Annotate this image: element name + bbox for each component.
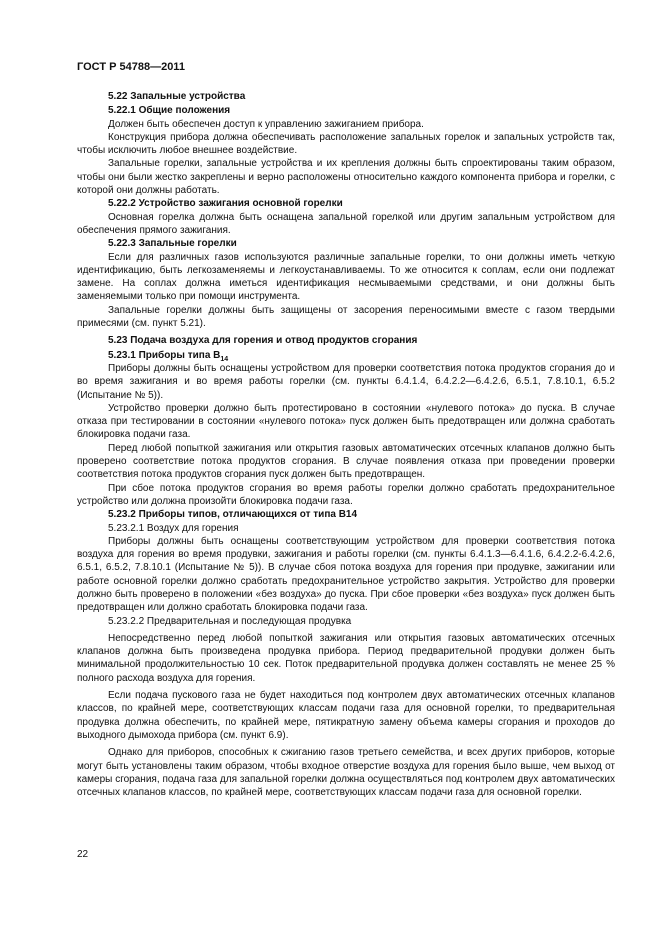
page-number: 22 [77,849,89,860]
section-5-23-2-1-title: 5.23.2.1 Воздух для горения [108,522,239,534]
paragraph: При сбое потока продуктов сгорания во время работы горелки должно сработать предохранительное устройство или должна произойти блокировка подачи газа. [77,482,615,507]
paragraph: Если подача пускового газа не будет находиться под контролем двух автоматических отсечных клапанов классов, по крайней мере, соответствующих классам подачи газа для основной горелки, то предварительная продувка должна обеспечить, по крайней мере, пятикратную замену объема камеры сгорания и проходов до выходного дымохода прибора (см. пункт 6.9). [77,690,615,741]
paragraph: Однако для приборов, способных к сжиганию газов третьего семейства, и всех других приборов, которые могут быть установлены таким образом, чтобы входное отверстие воздуха для горения было выше, чем выход от камеры сгорания, подача газа для запальной горелки должна осуществляться под контролем двух автоматических отсечных клапанов классов, по крайней мере, соответствующих классам подачи газа для основной горелки. [77,747,615,799]
section-5-22 [77,90,615,330]
section-5-23-1-title [77,349,615,362]
paragraph: Основная горелка должна быть оснащена запальной горелкой или другим запальным устройством для обеспечения прямого зажигания. [77,211,615,236]
paragraph: Запальные горелки должны быть защищены от засорения переносимыми вместе с газом твердыми примесями (см. пункт 5.21). [77,304,615,330]
section-5-22-2-title: 5.22.2 Устройство зажигания основной горелки [108,198,343,210]
paragraph: Приборы должны быть оснащены соответствующим устройством для проверки соответствия потока воздуха для горения во время продувки, зажигания и работы горелки (см. пункты 6.4.1.3—6.4.1.6, 6.4.2.2-6.4.2.6, 6.5.1, 6.5.2, 7.8.10.1 (Испытание № 5)). В случае сбоя потока воздуха для горения при продувке, зажигании или работе основной горелки должно сработать предохранительное устройство закрытия. Устройство для проверки должно быть проверено в положении «без воздуха» до пуска. При сбое проверки «без воздуха» пуск должен быть предотвращен или должно сработать блокировка подачи газа. [77,535,615,614]
paragraph: Запальные горелки, запальные устройства и их крепления должны быть спроектированы таким образом, чтобы они были жестко закреплены и верно расположены относительно каждого компонента прибора и горелки, с которой они должны работать. [77,158,615,197]
document-page [77,61,615,799]
paragraph: Конструкция прибора должна обеспечивать расположение запальных горелок и запальных устройств так, чтобы исключить любое внешнее воздействие. [77,131,615,157]
section-5-23-title: 5.23 Подача воздуха для горения и отвод продуктов сгорания [108,335,418,347]
section-5-22-title: 5.22 Запальные устройства [108,91,246,102]
paragraph: Перед любой попыткой зажигания или открытия газовых автоматических отсечных клапанов должно быть проверено соответствие потока продуктов сгорания. В случае появления отказа при проведении проверки соответствия потока продуктов сгорания пуск должен быть предотвращен. [77,442,615,481]
paragraph: Устройство проверки должно быть протестировано в состоянии «нулевого потока» до пуска. В случае отказа при тестировании в состоянии «нулевого потока» пуск должен быть предотвращен или должна сработать блокировка подачи газа. [77,402,615,441]
section-5-22-1-title: 5.22.1 Общие положения [108,105,231,117]
paragraph: Должен быть обеспечен доступ к управлению зажиганием прибора. [108,118,424,130]
section-5-23-2-title: 5.23.2 Приборы типов, отличающихся от типа В14 [108,509,358,521]
section-5-23-1-title-subscript: 14 [220,355,229,363]
paragraph: Если для различных газов используются различные запальные горелки, то они должны иметь четкую идентификацию, быть легкозаменяемы и легкоустанавливаемы. То же относится к соплам, если они подлежат замене. На соплах должна иметься идентификация несмываемыми средствами, и они должны быть заменяемыми только при помощи инструмента. [77,251,615,303]
section-5-22-3-title: 5.22.3 Запальные горелки [108,238,237,250]
section-5-23-1-title-text: 5.23.1 Приборы типа В [108,349,221,361]
paragraph: Непосредственно перед любой попыткой зажигания или открытия газовых автоматических отсечных клапанов должна быть произведена продувка прибора. Период предварительной продувки должен быть минимальной продолжительностью 10 сек. Поток предварительной продувка должен составлять не менее 25 % полного расхода воздуха для горения. [77,632,615,684]
standard-header: ГОСТ Р 54788—2011 [77,61,185,73]
section-5-23-2-2-title: 5.23.2.2 Предварительная и последующая продувка [108,615,352,627]
section-5-23 [77,334,615,799]
paragraph: Приборы должны быть оснащены устройством для проверки соответствия потока продуктов сгорания до и во время зажигания и во время работы горелки (см. пункты 6.4.1.4, 6.4.2.2—6.4.2.6, 6.5.1, 7.8.10.1, 6.5.2 (Испытание № 5)). [77,362,615,401]
